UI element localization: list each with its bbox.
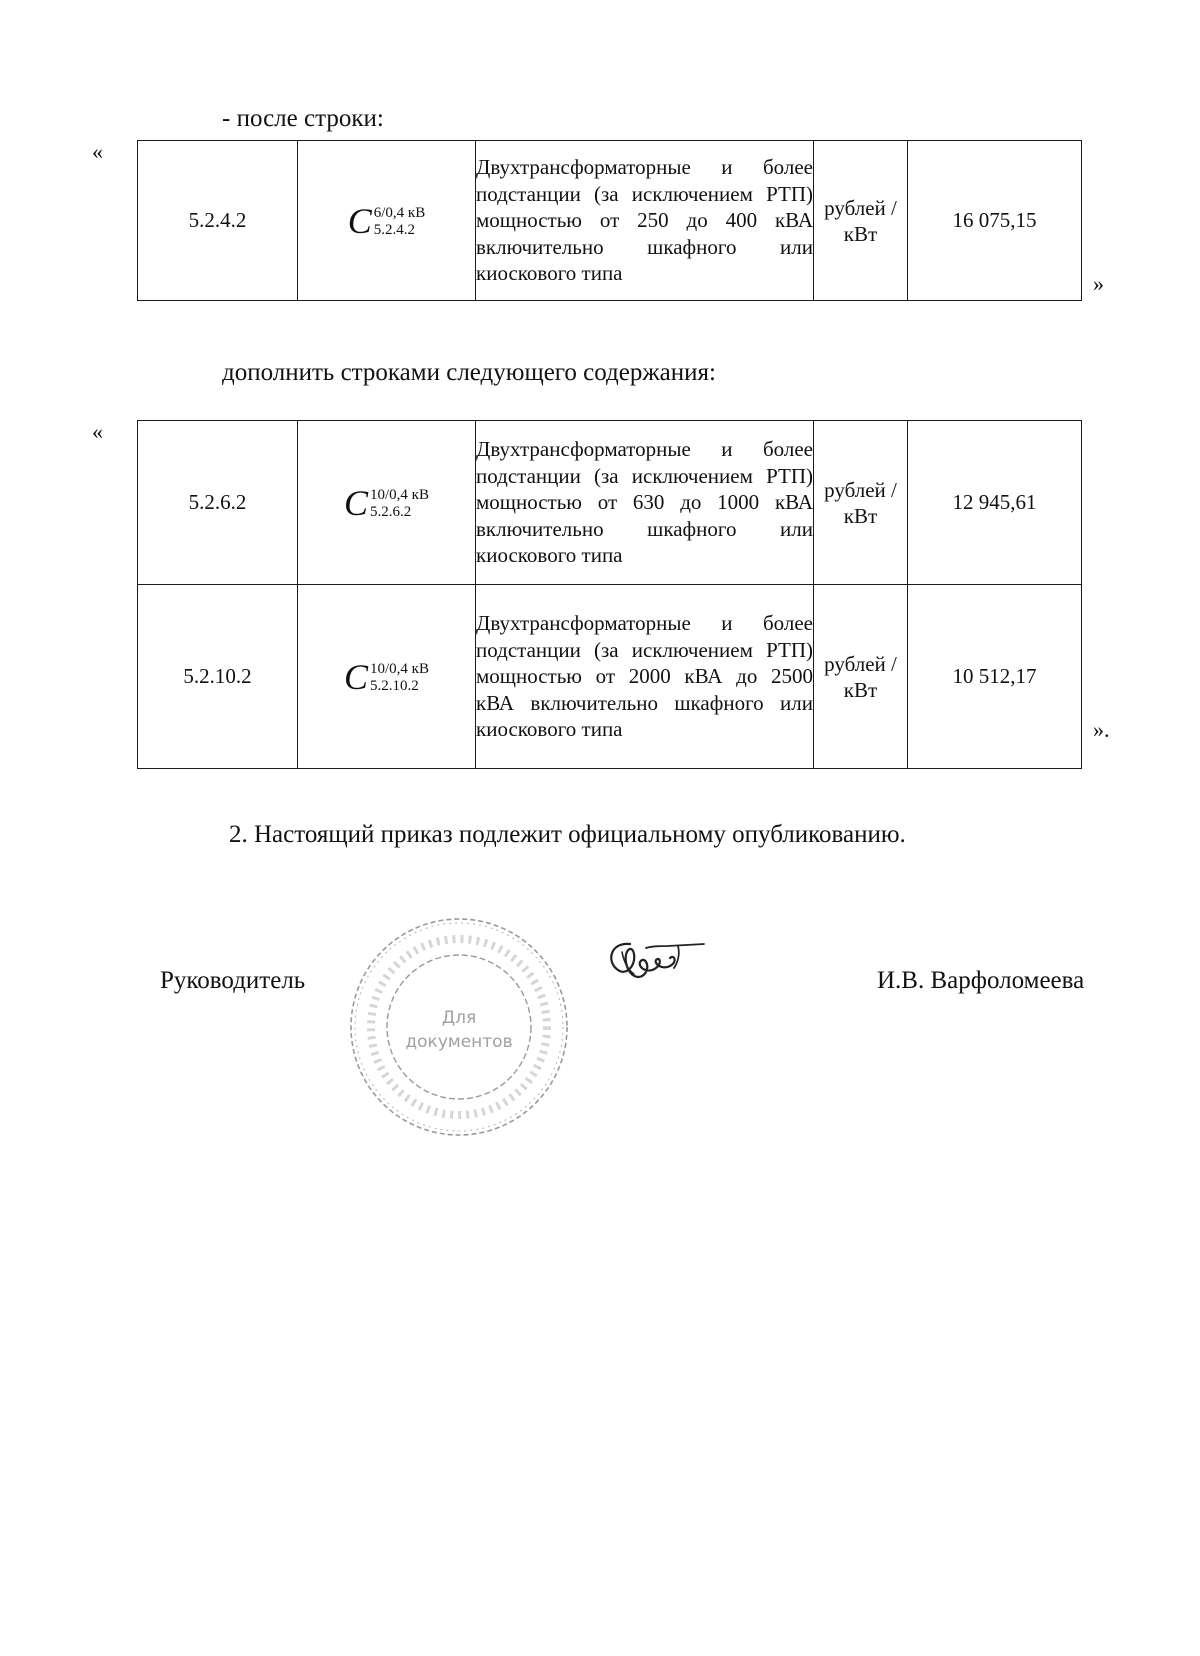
- symbol-subscript: 5.2.6.2: [370, 503, 412, 520]
- table-row: [138, 585, 1082, 769]
- symbol-superscript: 10/0,4 кВ: [370, 660, 429, 677]
- table-row: [138, 141, 1082, 301]
- row-symbol: [298, 585, 476, 769]
- close-quote-2: ».: [1093, 717, 1110, 742]
- close-quote-1: »: [1093, 271, 1104, 296]
- row-symbol: [298, 421, 476, 585]
- row-description: Двухтрансформаторные и более подстанции (за исключением РТП) мощностью от 2000 кВА до 2500 кВА включительно шкафного или киоскового типа: [476, 585, 814, 769]
- symbol-subscript: 5.2.4.2: [373, 221, 416, 238]
- row-unit: рублей /кВт: [814, 585, 908, 769]
- row-value: 12 945,61: [908, 421, 1082, 585]
- table-added: [137, 420, 1082, 769]
- open-quote-2: «: [92, 419, 103, 444]
- symbol-letter: С: [344, 482, 369, 523]
- official-stamp: [345, 913, 573, 1141]
- table-before: [137, 140, 1082, 301]
- row-code: 5.2.10.2: [138, 585, 298, 769]
- row-value: 10 512,17: [908, 585, 1082, 769]
- symbol-letter: С: [347, 200, 372, 241]
- signatory-name: И.В. Варфоломеева: [877, 967, 1085, 994]
- signatory-position: Руководитель: [160, 967, 306, 994]
- handwritten-signature: [600, 932, 710, 992]
- row-code: 5.2.6.2: [138, 421, 298, 585]
- symbol-superscript: 6/0,4 кВ: [373, 204, 426, 221]
- row-description: Двухтрансформаторные и более подстанции (за исключением РТП) мощностью от 250 до 400 кВА включительно шкафного или киоскового типа: [476, 141, 814, 301]
- intro-after-line: - после строки:: [222, 105, 384, 132]
- stamp-text-line1: Для: [441, 1008, 477, 1028]
- symbol-letter: С: [344, 656, 369, 697]
- stamp-text-line2: документов: [405, 1032, 513, 1052]
- intro-add-line: дополнить строками следующего содержания:: [222, 359, 716, 386]
- open-quote-1: «: [92, 139, 103, 164]
- row-unit: рублей /кВт: [814, 421, 908, 585]
- symbol-subscript: 5.2.10.2: [370, 677, 419, 694]
- row-code: 5.2.4.2: [138, 141, 298, 301]
- symbol-superscript: 10/0,4 кВ: [370, 486, 429, 503]
- table-row: [138, 421, 1082, 585]
- row-value: 16 075,15: [908, 141, 1082, 301]
- row-unit: рублей /кВт: [814, 141, 908, 301]
- row-symbol: [298, 141, 476, 301]
- row-description: Двухтрансформаторные и более подстанции (за исключением РТП) мощностью от 630 до 1000 кВА включительно шкафного или киоскового типа: [476, 421, 814, 585]
- paragraph-publication: 2. Настоящий приказ подлежит официальному опубликованию.: [229, 821, 906, 848]
